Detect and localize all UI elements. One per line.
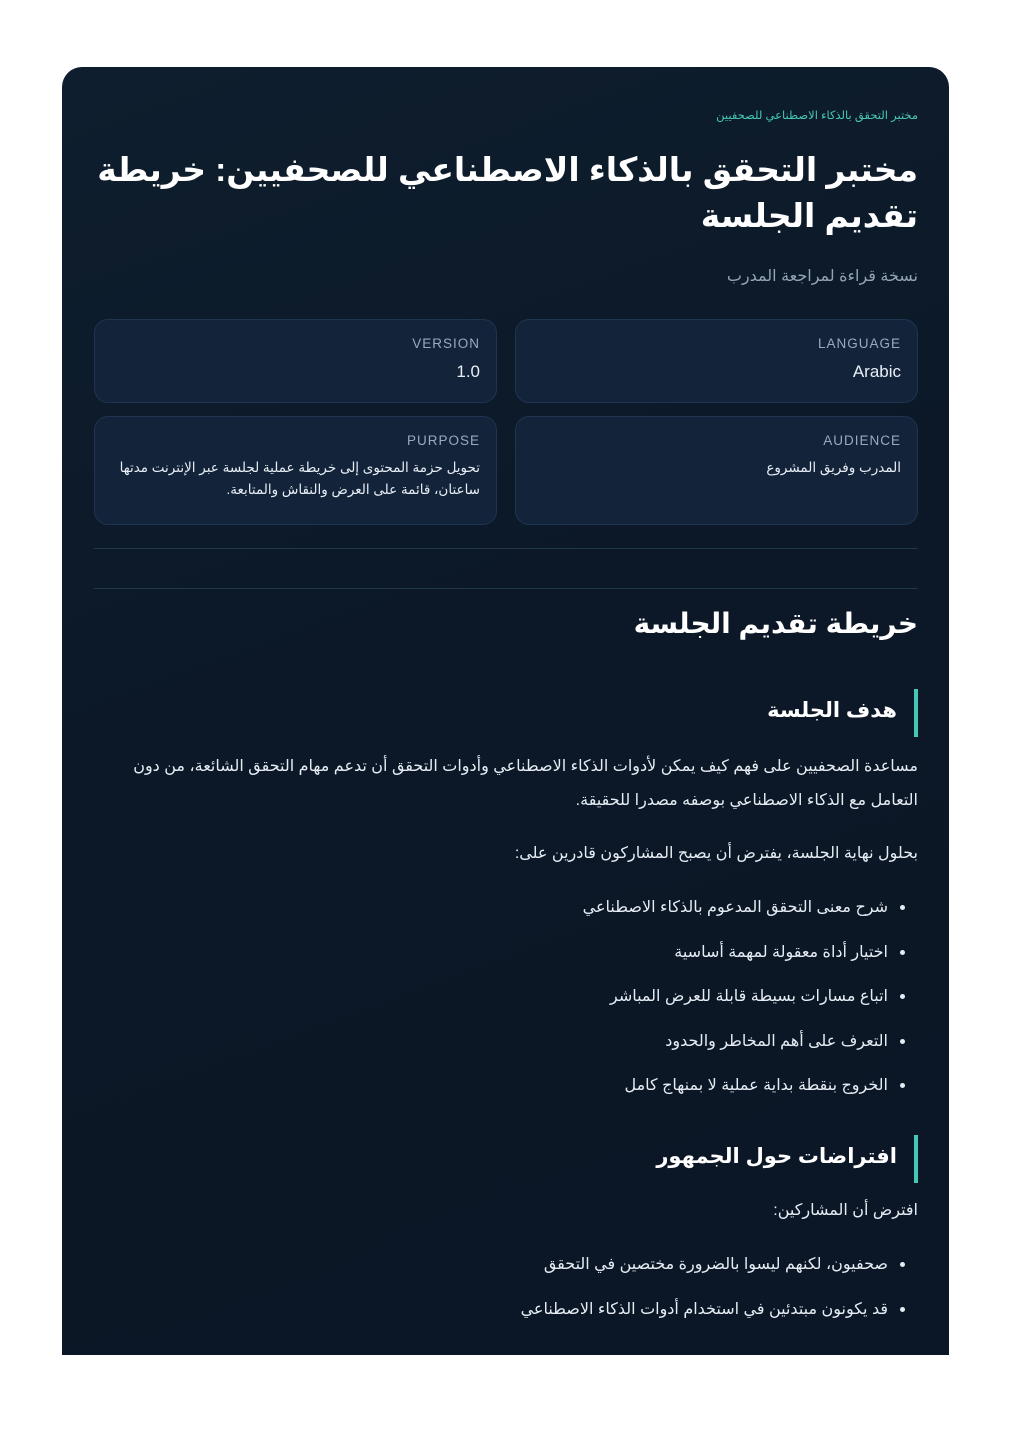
document-card: [62, 67, 949, 1355]
eyebrow-label: مختبر التحقق بالذكاء الاصطناعي للصحفيين: [716, 110, 918, 122]
goal-description: مساعدة الصحفيين على فهم كيف يمكن لأدوات الذكاء الاصطناعي وأدوات التحقق أن تدعم مهام التحقق الشائعة، من دون التعامل مع الذكاء الاصطناعي بوصفه مصدرا للحقيقة.: [133, 758, 918, 809]
page-subtitle: نسخة قراءة لمراجعة المدرب: [726, 268, 918, 285]
list-item: شرح معنى التحقق المدعوم بالذكاء الاصطناعي: [94, 897, 888, 942]
goal-heading: هدف الجلسة: [767, 689, 918, 737]
page-title: مختبر التحقق بالذكاء الاصطناعي للصحفيين: خريطة تقديم الجلسة: [97, 151, 918, 234]
divider-top: [94, 548, 918, 549]
list-item: قد يكونون مبتدئين في استخدام أدوات الذكاء الاصطناعي: [94, 1299, 888, 1344]
meta-label-purpose: PURPOSE: [406, 433, 480, 448]
meta-card-version: [94, 319, 497, 403]
goal-intro: بحلول نهاية الجلسة، يفترض أن يصبح المشاركون قادرين على:: [514, 845, 918, 862]
meta-value-language: Arabic: [852, 362, 901, 381]
audience-list: [94, 1254, 918, 1343]
meta-value-audience: المدرب وفريق المشروع: [766, 460, 901, 475]
meta-label-version: VERSION: [412, 336, 480, 351]
list-item: اتباع مسارات بسيطة قابلة للعرض المباشر: [94, 986, 888, 1031]
meta-card-audience: [515, 416, 918, 525]
meta-label-audience: AUDIENCE: [823, 433, 901, 448]
audience-heading: افتراضات حول الجمهور: [656, 1135, 918, 1183]
section-title: خريطة تقديم الجلسة: [633, 608, 918, 639]
meta-card-purpose: [94, 416, 497, 525]
list-item: صحفيون، لكنهم ليسوا بالضرورة مختصين في التحقق: [94, 1254, 888, 1299]
meta-value-version: 1.0: [456, 362, 480, 381]
outcomes-list: [94, 897, 918, 1120]
meta-card-language: [515, 319, 918, 403]
audience-intro: افترض أن المشاركين:: [773, 1202, 918, 1219]
list-item: الخروج بنقطة بداية عملية لا بمنهاج كامل: [94, 1075, 888, 1120]
meta-label-language: LANGUAGE: [817, 336, 901, 351]
list-item: اختيار أداة معقولة لمهمة أساسية: [94, 942, 888, 987]
list-item: التعرف على أهم المخاطر والحدود: [94, 1031, 888, 1076]
meta-value-purpose: تحويل حزمة المحتوى إلى خريطة عملية لجلسة عبر الإنترنت مدتها ساعتان، قائمة على العرض والنقاش والمتابعة.: [119, 460, 480, 497]
divider-bottom: [94, 588, 918, 589]
